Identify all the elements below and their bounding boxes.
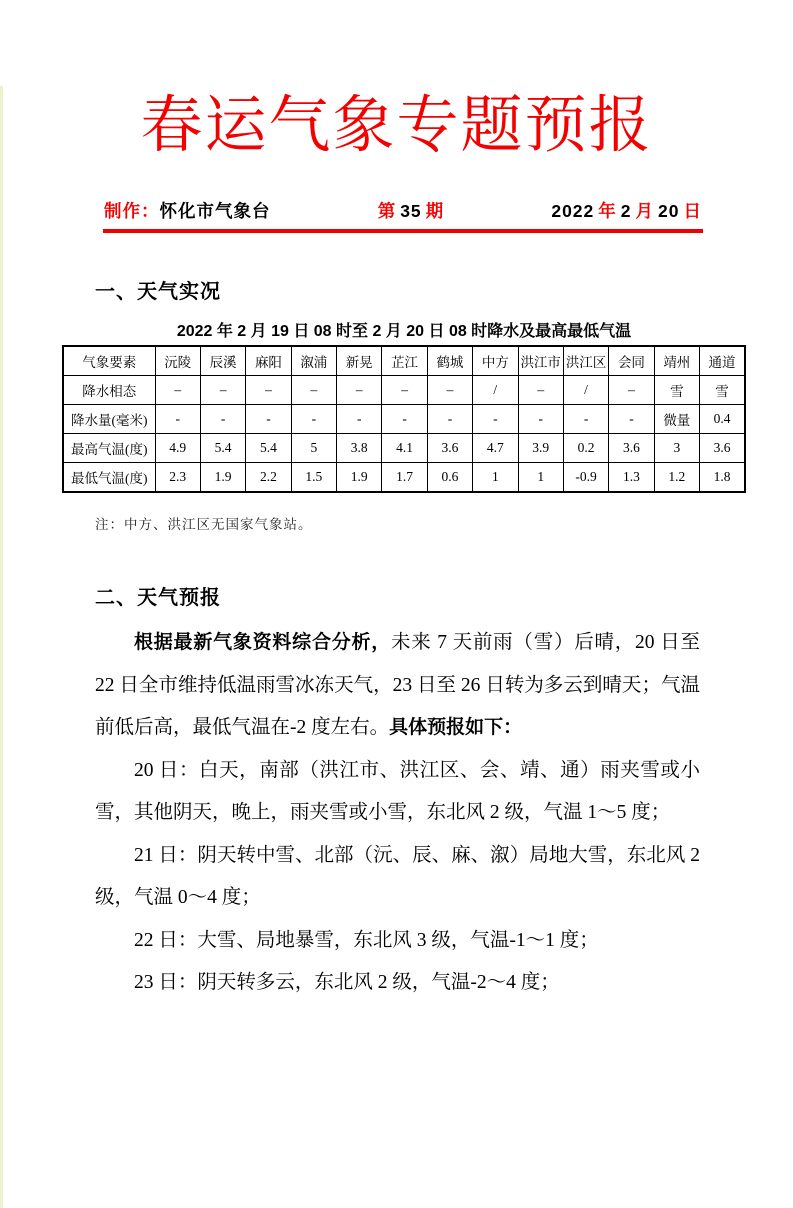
daily-forecast-paragraph: 20 日：白天，南部（洪江市、洪江区、会、靖、通）雨夹雪或小雪，其他阴天，晚上，雨夹雪或小雪，东北风 2 级，气温 1～5 度；: [95, 759, 700, 823]
weather-table-title: 2022 年 2 月 19 日 08 时至 2 月 20 日 08 时降水及最高最低气温: [176, 323, 632, 340]
table-cell-value: 3: [654, 434, 699, 463]
table-cell-value: 1.3: [609, 463, 654, 493]
table-cell-value: –: [155, 376, 200, 405]
table-cell-value: -: [246, 405, 291, 434]
table-row: [63, 434, 745, 463]
table-cell-value: 0.2: [563, 434, 608, 463]
table-cell-value: –: [337, 376, 382, 405]
table-cell-value: –: [382, 376, 427, 405]
table-header-station: 通道: [700, 346, 746, 376]
table-cell-value: –: [609, 376, 654, 405]
header-divider-rule: [103, 229, 703, 233]
table-cell-value: 5: [291, 434, 336, 463]
table-header-station: 洪江市: [518, 346, 563, 376]
forecast-intro-tail: 具体预报如下：: [389, 717, 523, 738]
table-cell-value: 5.4: [246, 434, 291, 463]
table-cell-value: 雪: [700, 376, 746, 405]
table-header-station: 新晃: [337, 346, 382, 376]
table-header-label: 气象要素: [63, 346, 155, 376]
table-cell-value: -: [291, 405, 336, 434]
table-cell-value: –: [200, 376, 245, 405]
section1-heading: 一、天气实况: [95, 281, 221, 303]
forecast-intro-lead: 根据最新气象资料综合分析，: [134, 632, 392, 653]
document-meta-line: [104, 198, 702, 223]
table-cell-value: -: [200, 405, 245, 434]
table-header-station: 麻阳: [246, 346, 291, 376]
table-cell-value: 0.4: [700, 405, 746, 434]
forecast-text-block: [95, 622, 700, 1005]
table-cell-value: -0.9: [563, 463, 608, 493]
table-cell-value: -: [155, 405, 200, 434]
table-row: [63, 376, 745, 405]
issue-date: [551, 198, 702, 223]
table-cell-value: 1.9: [200, 463, 245, 493]
table-cell-value: 2.3: [155, 463, 200, 493]
date-day: 20: [658, 201, 680, 221]
producer: [104, 198, 271, 223]
daily-forecast-paragraph: 22 日：大雪、局地暴雪，东北风 3 级，气温-1～1 度；: [134, 929, 599, 951]
table-cell-value: 3.6: [427, 434, 472, 463]
table-cell-value: /: [563, 376, 608, 405]
issue-number: [378, 198, 444, 223]
producer-value: 怀化市气象台: [159, 201, 271, 221]
table-header-row: [63, 346, 745, 376]
row-label: 最高气温(度): [63, 434, 155, 463]
table-header-station: 洪江区: [563, 346, 608, 376]
table-footnote: 注：中方、洪江区无国家气象站。: [95, 517, 313, 532]
date-year: 2022: [551, 201, 595, 221]
table-cell-value: 4.9: [155, 434, 200, 463]
table-cell-value: -: [337, 405, 382, 434]
row-label: 降水相态: [63, 376, 155, 405]
producer-label: 制作：: [104, 201, 160, 221]
document-page: [0, 86, 793, 1208]
table-header-station: 鹤城: [427, 346, 472, 376]
table-cell-value: 4.1: [382, 434, 427, 463]
table-cell-value: /: [473, 376, 518, 405]
table-cell-value: 微量: [654, 405, 699, 434]
issue-prefix: 第: [377, 201, 397, 221]
date-month: 2: [620, 201, 632, 221]
daily-forecast-list: [95, 750, 700, 1005]
table-header-station: 芷江: [382, 346, 427, 376]
daily-forecast-paragraph: 21 日：阴天转中雪、北部（沅、辰、麻、溆）局地大雪，东北风 2 级，气温 0～4 度；: [95, 844, 700, 908]
table-cell-value: 1.5: [291, 463, 336, 493]
table-cell-value: 5.4: [200, 434, 245, 463]
table-header-station: 靖州: [654, 346, 699, 376]
row-label: 降水量(毫米): [63, 405, 155, 434]
table-cell-value: –: [291, 376, 336, 405]
table-cell-value: -: [518, 405, 563, 434]
table-cell-value: 3.8: [337, 434, 382, 463]
date-year-unit: 年: [598, 201, 617, 221]
table-cell-value: 3.9: [518, 434, 563, 463]
table-cell-value: 雪: [654, 376, 699, 405]
table-cell-value: 3.6: [700, 434, 746, 463]
table-body: [63, 376, 745, 493]
table-row: [63, 463, 745, 493]
date-month-unit: 月: [635, 201, 655, 221]
table-cell-value: 0.6: [427, 463, 472, 493]
table-cell-value: 1.9: [337, 463, 382, 493]
table-cell-value: –: [518, 376, 563, 405]
table-head: [63, 346, 745, 376]
table-cell-value: 1: [473, 463, 518, 493]
table-row: [63, 405, 745, 434]
issue-suffix: 期: [425, 201, 445, 221]
table-cell-value: -: [427, 405, 472, 434]
page-title: 春运气象专题预报: [140, 92, 653, 160]
table-cell-value: –: [427, 376, 472, 405]
table-header-station: 会同: [609, 346, 654, 376]
table-cell-value: -: [563, 405, 608, 434]
table-cell-value: -: [382, 405, 427, 434]
forecast-intro-body: 未来 7 天前雨（雪）后晴，20 日至 22 日全市维持低温雨雪冰冻天气，23 日至 26 日转为多云到晴天；气温前低后高，最低气温在-2 度左右。: [95, 632, 700, 738]
table-cell-value: 4.7: [473, 434, 518, 463]
row-label: 最低气温(度): [63, 463, 155, 493]
table-cell-value: 1: [518, 463, 563, 493]
forecast-intro-paragraph: [95, 622, 700, 750]
table-cell-value: -: [609, 405, 654, 434]
table-cell-value: -: [473, 405, 518, 434]
table-cell-value: 1.7: [382, 463, 427, 493]
table-cell-value: –: [246, 376, 291, 405]
table-cell-value: 3.6: [609, 434, 654, 463]
table-header-station: 辰溪: [200, 346, 245, 376]
weather-observation-table: [62, 345, 746, 493]
table-cell-value: 1.2: [654, 463, 699, 493]
section2-heading: 二、天气预报: [95, 587, 221, 609]
table-cell-value: 2.2: [246, 463, 291, 493]
date-day-unit: 日: [683, 201, 702, 221]
page-edge-strip: [0, 86, 3, 1208]
table-cell-value: 1.8: [700, 463, 746, 493]
issue-value: 35: [400, 201, 422, 221]
table-header-station: 溆浦: [291, 346, 336, 376]
daily-forecast-paragraph: 23 日：阴天转多云，东北风 2 级，气温-2～4 度；: [134, 972, 560, 993]
table-header-station: 沅陵: [155, 346, 200, 376]
table-header-station: 中方: [473, 346, 518, 376]
